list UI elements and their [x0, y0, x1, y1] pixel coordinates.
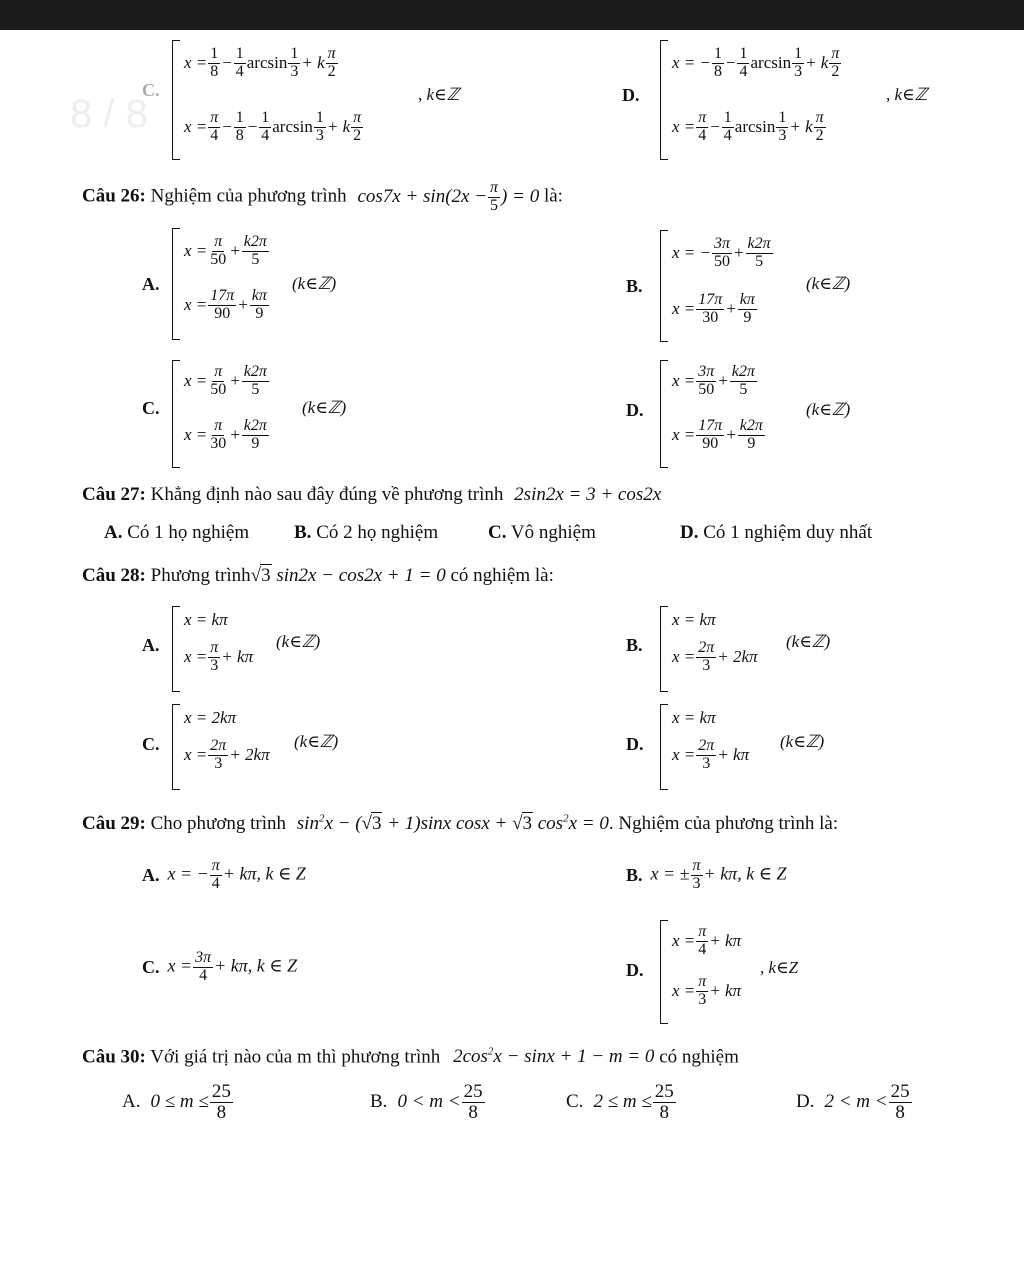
q27-option-a-label: A. [104, 522, 123, 543]
q28-option-b-system[interactable]: x = kπ x = 2π 3 + 2kπ [660, 606, 790, 692]
q30-option-c-label: C. [566, 1091, 584, 1113]
q29-option-d-tail: , k∈Z [760, 958, 799, 977]
q26-text: Nghiệm của phương trình [150, 185, 347, 207]
q29-option-a[interactable]: A. x = − $\frac{\pi}{4}$ + kπ, k ∈ Z [142, 857, 306, 892]
q29-option-b-label: B. [626, 864, 643, 885]
q30-title: Câu 30: [82, 1046, 146, 1068]
q28-option-d-tail: (k∈ℤ) [780, 732, 825, 751]
q27-stem [82, 484, 661, 506]
q28-option-c-label[interactable]: C. [142, 734, 160, 754]
q29-option-b[interactable]: B. x = ± $\frac{\pi}{3}$ + kπ, k ∈ Z [626, 857, 787, 892]
q27-option-a-text: Có 1 họ nghiệm [127, 522, 250, 543]
q29-equation: $\sin^2x - (√3 + 1)\sin x$ cosx + √3 $\cos^2x = 0$ [296, 812, 609, 834]
q27-option-b-label: B. [294, 522, 312, 543]
q27-option-c[interactable] [488, 522, 596, 544]
q25-option-c-system[interactable]: x = 1 8 − 1 4 arcsin 1 3 + k π 2 x = π 4 − 1 8 − 1 4 arcsin 1 3 + k π 2 [172, 40, 432, 160]
q29-text: Cho phương trình [150, 813, 287, 834]
q26-equation: cos7x + sin(2x − $\frac{\pi}{5}$ ) = 0 [357, 179, 540, 214]
q26-end: là: [543, 185, 563, 207]
q30-option-b[interactable]: B. 0 < m < $\frac{25}{8}$ [370, 1081, 483, 1123]
q28-option-d-label[interactable]: D. [626, 734, 644, 754]
q29-option-d-system[interactable]: x = π 4 + kπ x = π 3 + kπ [660, 920, 770, 1024]
q28-end: có nghiệm là: [450, 565, 554, 586]
q26-option-b-tail: (k∈ℤ) [806, 274, 851, 293]
q26-option-c-label[interactable]: C. [142, 398, 160, 418]
q25-option-d-label[interactable]: D. [622, 85, 640, 105]
q26-option-b-system[interactable]: x = − 3π 50 + k2π 5 x = 17π 30 + kπ 9 [660, 230, 800, 342]
q28-stem [82, 564, 554, 587]
q26-option-c-system[interactable]: x = π 50 + k2π 5 x = π 30 + k2π 9 [172, 360, 302, 468]
q26-option-a-system[interactable]: x = π 50 + k2π 5 x = 17π 90 + kπ 9 [172, 228, 302, 340]
q26-option-c-tail: (k∈ℤ) [302, 398, 347, 417]
q29-end: . Nghiệm của phương trình là: [608, 813, 839, 834]
q30-text: Với giá trị nào của m thì phương trình [150, 1046, 441, 1068]
q27-equation: 2sin2x = 3 + cos2x [514, 484, 662, 505]
q26-option-d-label[interactable]: D. [626, 400, 644, 420]
q25-option-c-tail: , k∈ℤ [418, 85, 460, 104]
q28-option-a-tail: (k∈ℤ) [276, 632, 321, 651]
q30-stem [82, 1046, 739, 1068]
document-page [0, 30, 1024, 1278]
q30-equation: $2\cos^2x - \sin x + 1 - m = 0$ [453, 1046, 655, 1068]
q26-title: Câu 26: [82, 185, 146, 207]
q28-option-b-tail: (k∈ℤ) [786, 632, 831, 651]
q30-option-a-label: A. [122, 1091, 141, 1113]
q27-option-b[interactable] [294, 522, 438, 544]
q26-option-a-label[interactable]: A. [142, 274, 160, 294]
q28-equation: √3 sin2x − cos2x + 1 = 0 [250, 565, 446, 586]
q28-option-d-system[interactable]: x = kπ x = 2π 3 + kπ [660, 704, 790, 790]
page-watermark: 8 / 8 [70, 92, 148, 136]
q26-stem [82, 180, 563, 215]
q27-option-c-text: Vô nghiệm [510, 522, 596, 543]
q27-option-d-label: D. [680, 522, 699, 543]
q28-text: Phương trình [150, 565, 251, 586]
q30-option-d[interactable]: D. 2 < m < $\frac{25}{8}$ [796, 1081, 910, 1123]
q27-option-a[interactable] [104, 522, 249, 544]
q27-option-d-text: Có 1 nghiệm duy nhất [703, 522, 873, 543]
q28-option-a-label[interactable]: A. [142, 635, 160, 655]
q27-option-c-label: C. [488, 522, 507, 543]
q26-option-d-system[interactable]: x = 3π 50 + k2π 5 x = 17π 90 + k2π 9 [660, 360, 800, 468]
q30-option-a[interactable]: A. 0 ≤ m ≤ $\frac{25}{8}$ [122, 1081, 231, 1123]
q30-option-c[interactable]: C. 2 ≤ m ≤ $\frac{25}{8}$ [566, 1081, 674, 1123]
q29-option-c[interactable]: C. x = $\frac{3\pi}{4}$ + kπ, k ∈ Z [142, 949, 298, 984]
q25-option-d-tail: , k∈ℤ [886, 85, 928, 104]
q28-option-c-tail: (k∈ℤ) [294, 732, 339, 751]
q29-option-a-label: A. [142, 864, 160, 885]
q25-option-d-system[interactable]: x = − 1 8 − 1 4 arcsin 1 3 + k π 2 x = π 4 − 1 4 arcsin 1 3 + k π 2 [660, 40, 900, 160]
q26-option-b-label[interactable]: B. [626, 276, 643, 296]
q29-option-c-label: C. [142, 956, 160, 977]
q28-title: Câu 28: [82, 565, 146, 586]
q30-option-d-label: D. [796, 1091, 815, 1113]
q26-option-d-tail: (k∈ℤ) [806, 400, 851, 419]
q29-option-d-label[interactable]: D. [626, 960, 644, 980]
q26-option-a-tail: (k∈ℤ) [292, 274, 337, 293]
q28-option-a-system[interactable]: x = kπ x = π 3 + kπ [172, 606, 292, 692]
q27-title: Câu 27: [82, 484, 146, 505]
q27-text: Khẳng định nào sau đây đúng về phương trình [150, 484, 504, 505]
q30-option-b-label: B. [370, 1091, 388, 1113]
q27-option-d[interactable] [680, 522, 872, 544]
q28-option-b-label[interactable]: B. [626, 635, 643, 655]
q28-option-c-system[interactable]: x = 2kπ x = 2π 3 + 2kπ [172, 704, 302, 790]
q30-end: có nghiệm [659, 1046, 739, 1068]
q29-stem [82, 812, 838, 835]
q29-title: Câu 29: [82, 813, 146, 834]
q25-option-c-label[interactable]: C. [142, 80, 160, 100]
q27-option-b-text: Có 2 họ nghiệm [316, 522, 439, 543]
